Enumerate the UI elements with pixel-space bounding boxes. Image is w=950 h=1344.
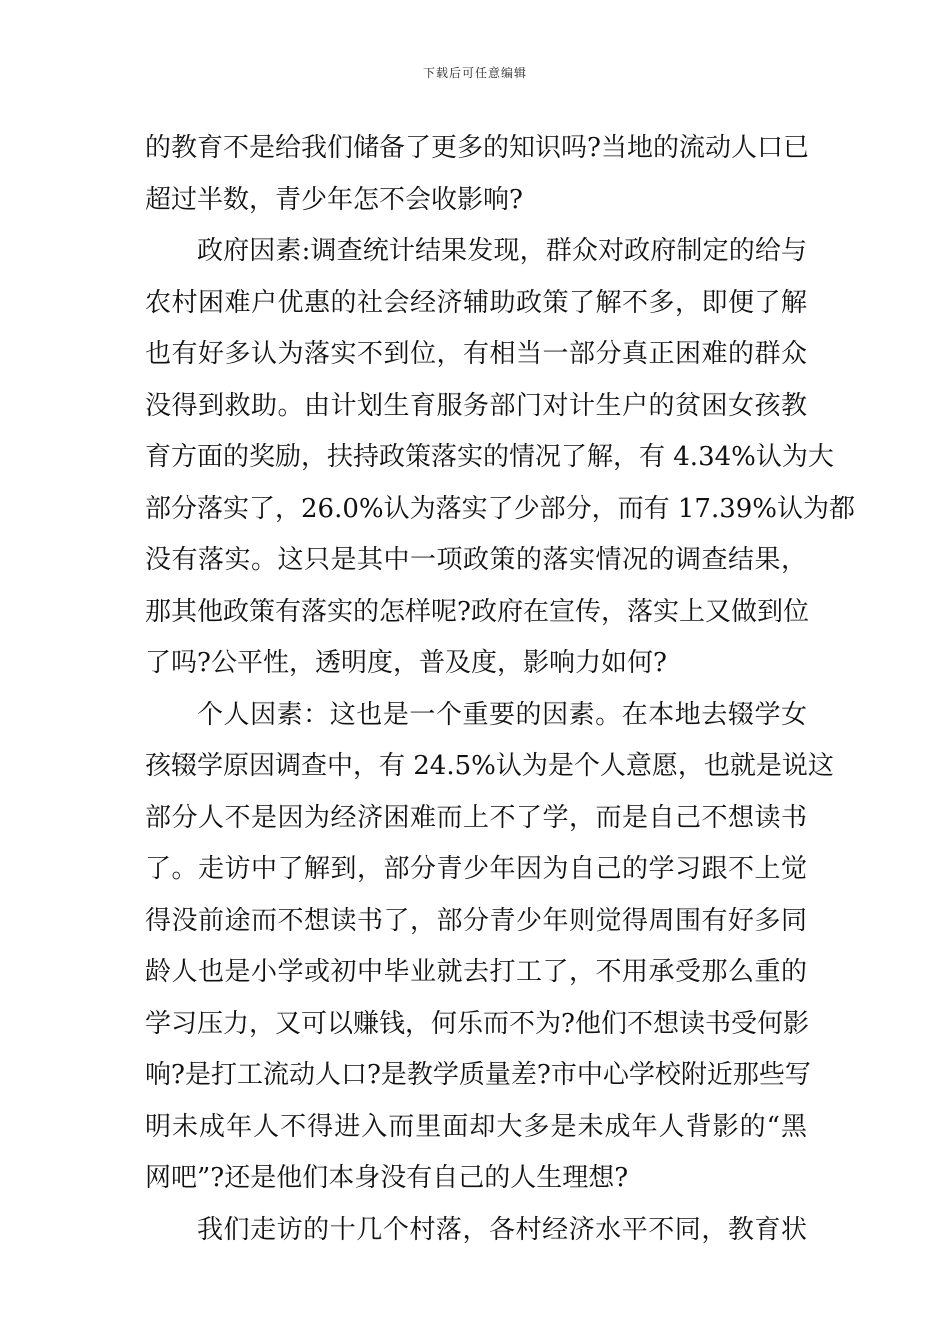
text-line: 的教育不是给我们储备了更多的知识吗?当地的流动人口已 [145, 133, 809, 163]
text-line: 孩辍学原因调查中，有 24.5%认为是个人意愿，也就是说这 [145, 751, 834, 781]
paragraph-first-line: 政府因素:调查统计结果发现，群众对政府制定的给与 [197, 236, 807, 266]
text-line: 农村困难户优惠的社会经济辅助政策了解不多，即便了解 [145, 287, 807, 318]
page-header: 下载后可任意编辑 [422, 66, 527, 80]
text-line: 得没前途而不想读书了，部分青少年则觉得周围有好多同 [145, 905, 807, 936]
text-line: 那其他政策有落实的怎样呢?政府在宣传，落实上又做到位 [145, 596, 809, 627]
text-line: 学习压力，又可以赚钱，何乐而不为?他们不想读书受何影 [145, 1008, 809, 1039]
text-line: 超过半数，青少年怎不会收影响? [145, 184, 523, 215]
text-line: 响?是打工流动人口?是教学质量差?市中心学校附近那些写 [145, 1060, 811, 1090]
paragraph-first-line: 个人因素：这也是一个重要的因素。在本地去辍学女 [197, 699, 807, 730]
text-line: 龄人也是小学或初中毕业就去打工了，不用承受那么重的 [145, 957, 807, 987]
text-line: 部分落实了，26.0%认为落实了少部分，而有 17.39%认为都 [145, 493, 855, 524]
text-line: 网吧”?还是他们本身没有自己的人生理想? [145, 1163, 629, 1193]
text-line: 了吗?公平性，透明度，普及度，影响力如何? [145, 648, 667, 678]
text-line: 也有好多认为落实不到位，有相当一部分真正困难的群众 [145, 339, 807, 369]
text-line: 没有落实。这只是其中一项政策的落实情况的调查结果， [145, 545, 807, 575]
text-line: 了。走访中了解到，部分青少年因为自己的学习跟不上觉 [145, 854, 807, 884]
document-body [145, 127, 855, 1260]
text-line: 没得到救助。由计划生育服务部门对计生户的贫困女孩教 [145, 390, 807, 421]
paragraph-first-line: 我们走访的十几个村落，各村经济水平不同，教育状 [197, 1214, 807, 1245]
text-line: 明未成年人不得进入而里面却大多是未成年人背影的“黑 [145, 1111, 807, 1142]
text-line: 育方面的奖励，扶持政策落实的情况了解，有 4.34%认为大 [145, 442, 834, 472]
text-line: 部分人不是因为经济困难而上不了学，而是自己不想读书 [145, 802, 807, 833]
